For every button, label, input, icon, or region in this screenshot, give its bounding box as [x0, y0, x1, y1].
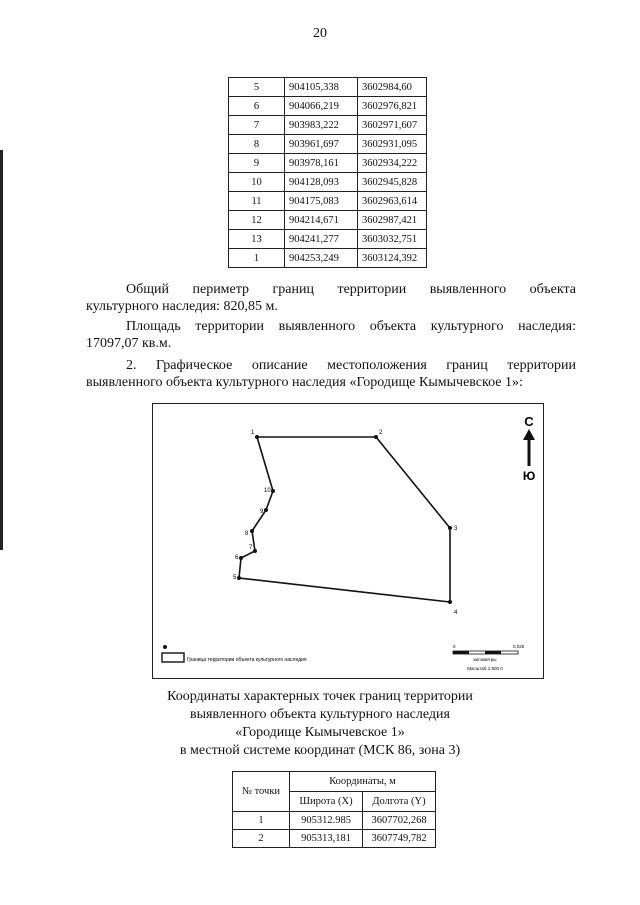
- longitude-cell: 3607749,782: [363, 830, 436, 848]
- legend-text: Граница территории объекта культурного наследия: [187, 657, 307, 663]
- point-number-cell: 7: [229, 116, 285, 135]
- north-arrow: [523, 414, 535, 483]
- vertex-label: 4: [454, 610, 458, 616]
- vertex-point: [448, 600, 452, 604]
- latitude-cell: 904105,338: [285, 78, 358, 97]
- vertex-point: [264, 508, 268, 512]
- longitude-cell: 3602934,222: [358, 154, 427, 173]
- vertex-label: 8: [245, 531, 249, 537]
- vertex-label: 10: [264, 488, 271, 494]
- north-label: С: [524, 414, 534, 429]
- coordinates-table: [232, 771, 436, 848]
- scale-ratio: Масштаб 1:900 0: [467, 666, 503, 671]
- area-line-1: Площадь территории выявленного объекта культурного наследия:: [126, 319, 576, 334]
- caption-line-2: выявленного объекта культурного наследия: [190, 707, 450, 722]
- legend: [162, 645, 307, 663]
- latitude-cell: 905312.985: [290, 812, 363, 830]
- longitude-cell: 3607702,268: [363, 812, 436, 830]
- table-row: [229, 154, 427, 173]
- point-number-cell: 5: [229, 78, 285, 97]
- point-number-cell: 13: [229, 230, 285, 249]
- scale-bar: [453, 644, 525, 671]
- point-number-cell: 8: [229, 135, 285, 154]
- boundary-map: [152, 403, 544, 679]
- scale-start: 0: [453, 644, 456, 649]
- graphic-paragraph: [86, 357, 576, 374]
- scale-end: 0,025: [513, 644, 525, 649]
- vertex-label: 3: [454, 526, 458, 532]
- longitude-cell: 3602931,095: [358, 135, 427, 154]
- vertex-point: [250, 529, 254, 533]
- longitude-cell: 3602976,821: [358, 97, 427, 116]
- point-number-cell: 9: [229, 154, 285, 173]
- perimeter-line-2: культурного наследия: 820,85 м.: [86, 299, 278, 314]
- latitude-cell: 904128,093: [285, 173, 358, 192]
- vertex-point: [448, 526, 452, 530]
- graphic-line-1: 2. Графическое описание местоположения границ территории: [126, 358, 576, 373]
- longitude-cell: 3602987,421: [358, 211, 427, 230]
- latitude-cell: 905313,181: [290, 830, 363, 848]
- coordinates-table-continued: [228, 77, 427, 268]
- latitude-cell: 904253,249: [285, 249, 358, 268]
- point-number-cell: 1: [233, 812, 290, 830]
- latitude-cell: 903983,222: [285, 116, 358, 135]
- perimeter-line-1: Общий периметр границ территории выявленного объекта: [126, 282, 576, 297]
- point-number-cell: 12: [229, 211, 285, 230]
- table-row: [233, 830, 436, 848]
- scan-edge-mark: [0, 150, 3, 550]
- perimeter-paragraph-end: [86, 298, 576, 315]
- table-row: [229, 116, 427, 135]
- header-coordinates: Координаты, м: [290, 772, 436, 792]
- point-number-cell: 6: [229, 97, 285, 116]
- point-number-cell: 11: [229, 192, 285, 211]
- table-row: [229, 97, 427, 116]
- table-row: [229, 78, 427, 97]
- caption-line-4: в местной системе координат (МСК 86, зона 3): [179, 743, 461, 758]
- map-drawing: [153, 404, 545, 680]
- area-paragraph: [86, 318, 576, 335]
- vertex-label: 2: [379, 430, 383, 436]
- south-label: Ю: [522, 469, 536, 483]
- latitude-cell: 903961,697: [285, 135, 358, 154]
- latitude-cell: 904214,671: [285, 211, 358, 230]
- latitude-cell: 904066,219: [285, 97, 358, 116]
- scale-unit: километры: [473, 657, 497, 662]
- caption-line-1: Координаты характерных точек границ территории: [167, 689, 473, 704]
- longitude-cell: 3603032,751: [358, 230, 427, 249]
- table-row: [229, 249, 427, 268]
- vertex-point: [253, 549, 257, 553]
- area-line-2: 17097,07 кв.м.: [86, 336, 172, 351]
- perimeter-paragraph: [86, 281, 576, 298]
- vertex-point: [271, 489, 275, 493]
- vertex-label: 5: [233, 575, 237, 581]
- table-row: [233, 812, 436, 830]
- page-number: 20: [313, 26, 327, 41]
- vertex-point: [237, 576, 241, 580]
- latitude-cell: 904241,277: [285, 230, 358, 249]
- vertex-label: 7: [249, 545, 253, 551]
- area-paragraph-end: [86, 335, 576, 352]
- latitude-cell: 904175,083: [285, 192, 358, 211]
- vertex-point: [239, 556, 243, 560]
- coordinates-caption: [0, 688, 640, 760]
- vertex-label: 1: [251, 430, 255, 436]
- header-point-number: № точки: [233, 772, 290, 812]
- longitude-cell: 3602963,614: [358, 192, 427, 211]
- table-row: [229, 192, 427, 211]
- vertex-label: 6: [235, 555, 239, 561]
- table-row: [229, 173, 427, 192]
- point-number-cell: 10: [229, 173, 285, 192]
- boundary-polygon: [239, 437, 450, 602]
- graphic-line-2: выявленного объекта культурного наследия «Городище Кымычевское 1»:: [86, 375, 523, 390]
- longitude-cell: 3602984,60: [358, 78, 427, 97]
- table-row: [229, 135, 427, 154]
- longitude-cell: 3602971,607: [358, 116, 427, 135]
- vertex-label: 9: [260, 509, 264, 515]
- point-number-cell: 2: [233, 830, 290, 848]
- graphic-paragraph-end: [86, 374, 576, 391]
- caption-line-3: «Городище Кымычевское 1»: [235, 725, 405, 740]
- longitude-cell: 3603124,392: [358, 249, 427, 268]
- header-latitude: Широта (X): [290, 792, 363, 812]
- longitude-cell: 3602945,828: [358, 173, 427, 192]
- header-longitude: Долгота (Y): [363, 792, 436, 812]
- latitude-cell: 903978,161: [285, 154, 358, 173]
- table-row: [229, 230, 427, 249]
- vertex-point: [255, 435, 259, 439]
- vertex-point: [374, 435, 378, 439]
- table-row: [229, 211, 427, 230]
- point-number-cell: 1: [229, 249, 285, 268]
